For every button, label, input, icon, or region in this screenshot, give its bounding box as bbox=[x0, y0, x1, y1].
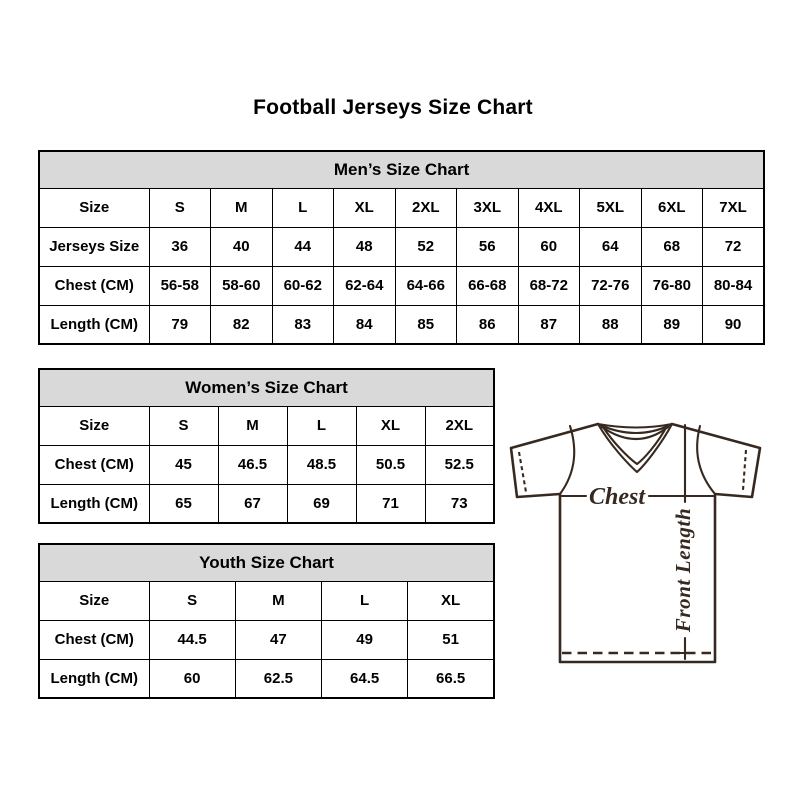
value-cell: M bbox=[218, 406, 287, 445]
value-cell: L bbox=[322, 581, 408, 620]
value-cell: 83 bbox=[272, 305, 334, 344]
value-cell: 71 bbox=[356, 484, 425, 523]
value-cell: 86 bbox=[457, 305, 519, 344]
value-cell: 5XL bbox=[580, 188, 642, 227]
value-cell: 3XL bbox=[457, 188, 519, 227]
value-cell: 60 bbox=[518, 227, 580, 266]
table-row bbox=[39, 227, 764, 266]
right-cuff-stitch bbox=[743, 450, 746, 490]
table-row bbox=[39, 305, 764, 344]
row-label-cell: Size bbox=[39, 188, 149, 227]
value-cell: M bbox=[235, 581, 321, 620]
value-cell: 58-60 bbox=[211, 266, 273, 305]
value-cell: 40 bbox=[211, 227, 273, 266]
value-cell: 45 bbox=[149, 445, 218, 484]
value-cell: XL bbox=[408, 581, 494, 620]
jersey-outline bbox=[511, 424, 760, 662]
table-row bbox=[39, 445, 494, 484]
value-cell: 89 bbox=[641, 305, 703, 344]
value-cell: S bbox=[149, 581, 235, 620]
value-cell: 66.5 bbox=[408, 659, 494, 698]
value-cell: 44.5 bbox=[149, 620, 235, 659]
table-row bbox=[39, 188, 764, 227]
table-row bbox=[39, 620, 494, 659]
page-title: Football Jerseys Size Chart bbox=[253, 96, 533, 119]
table-row bbox=[39, 581, 494, 620]
value-cell: L bbox=[287, 406, 356, 445]
value-cell: 51 bbox=[408, 620, 494, 659]
value-cell: 68 bbox=[641, 227, 703, 266]
value-cell: 69 bbox=[287, 484, 356, 523]
value-cell: M bbox=[211, 188, 273, 227]
value-cell: 64 bbox=[580, 227, 642, 266]
row-label-cell: Jerseys Size bbox=[39, 227, 149, 266]
table-header-row bbox=[39, 369, 494, 406]
value-cell: 85 bbox=[395, 305, 457, 344]
value-cell: 66-68 bbox=[457, 266, 519, 305]
value-cell: 64-66 bbox=[395, 266, 457, 305]
value-cell: 82 bbox=[211, 305, 273, 344]
value-cell: 44 bbox=[272, 227, 334, 266]
left-cuff-stitch bbox=[519, 452, 526, 492]
value-cell: 56 bbox=[457, 227, 519, 266]
table-header-cell: Women’s Size Chart bbox=[39, 369, 494, 406]
value-cell: 2XL bbox=[425, 406, 494, 445]
value-cell: 2XL bbox=[395, 188, 457, 227]
table-row bbox=[39, 659, 494, 698]
table-header-row bbox=[39, 151, 764, 188]
value-cell: 36 bbox=[149, 227, 211, 266]
row-label-cell: Size bbox=[39, 581, 149, 620]
value-cell: 84 bbox=[334, 305, 396, 344]
value-cell: 72-76 bbox=[580, 266, 642, 305]
value-cell: 4XL bbox=[518, 188, 580, 227]
value-cell: 7XL bbox=[703, 188, 765, 227]
value-cell: S bbox=[149, 406, 218, 445]
value-cell: 90 bbox=[703, 305, 765, 344]
value-cell: 56-58 bbox=[149, 266, 211, 305]
value-cell: 46.5 bbox=[218, 445, 287, 484]
jersey-measurement-diagram bbox=[502, 412, 770, 674]
value-cell: 49 bbox=[322, 620, 408, 659]
value-cell: XL bbox=[334, 188, 396, 227]
row-label-cell: Chest (CM) bbox=[39, 620, 149, 659]
value-cell: 65 bbox=[149, 484, 218, 523]
youth-size-table bbox=[38, 543, 495, 699]
value-cell: 62.5 bbox=[235, 659, 321, 698]
value-cell: 80-84 bbox=[703, 266, 765, 305]
value-cell: 76-80 bbox=[641, 266, 703, 305]
value-cell: 87 bbox=[518, 305, 580, 344]
row-label-cell: Chest (CM) bbox=[39, 445, 149, 484]
value-cell: L bbox=[272, 188, 334, 227]
value-cell: 72 bbox=[703, 227, 765, 266]
table-header-cell: Men’s Size Chart bbox=[39, 151, 764, 188]
table-header-cell: Youth Size Chart bbox=[39, 544, 494, 581]
value-cell: 88 bbox=[580, 305, 642, 344]
value-cell: 6XL bbox=[641, 188, 703, 227]
womens-size-table bbox=[38, 368, 495, 524]
value-cell: 60-62 bbox=[272, 266, 334, 305]
row-label-cell: Length (CM) bbox=[39, 659, 149, 698]
value-cell: 68-72 bbox=[518, 266, 580, 305]
row-label-cell: Length (CM) bbox=[39, 305, 149, 344]
table-row bbox=[39, 406, 494, 445]
chest-label: Chest bbox=[588, 484, 646, 510]
value-cell: 50.5 bbox=[356, 445, 425, 484]
value-cell: 52.5 bbox=[425, 445, 494, 484]
value-cell: 48 bbox=[334, 227, 396, 266]
value-cell: 73 bbox=[425, 484, 494, 523]
value-cell: 52 bbox=[395, 227, 457, 266]
table-row bbox=[39, 484, 494, 523]
mens-size-table bbox=[38, 150, 765, 345]
table-row bbox=[39, 266, 764, 305]
row-label-cell: Chest (CM) bbox=[39, 266, 149, 305]
value-cell: 62-64 bbox=[334, 266, 396, 305]
value-cell: 67 bbox=[218, 484, 287, 523]
table-header-row bbox=[39, 544, 494, 581]
value-cell: 60 bbox=[149, 659, 235, 698]
value-cell: 47 bbox=[235, 620, 321, 659]
value-cell: 48.5 bbox=[287, 445, 356, 484]
row-label-cell: Size bbox=[39, 406, 149, 445]
row-label-cell: Length (CM) bbox=[39, 484, 149, 523]
value-cell: S bbox=[149, 188, 211, 227]
value-cell: XL bbox=[356, 406, 425, 445]
value-cell: 79 bbox=[149, 305, 211, 344]
front-length-label: Front Length bbox=[670, 507, 695, 633]
value-cell: 64.5 bbox=[322, 659, 408, 698]
